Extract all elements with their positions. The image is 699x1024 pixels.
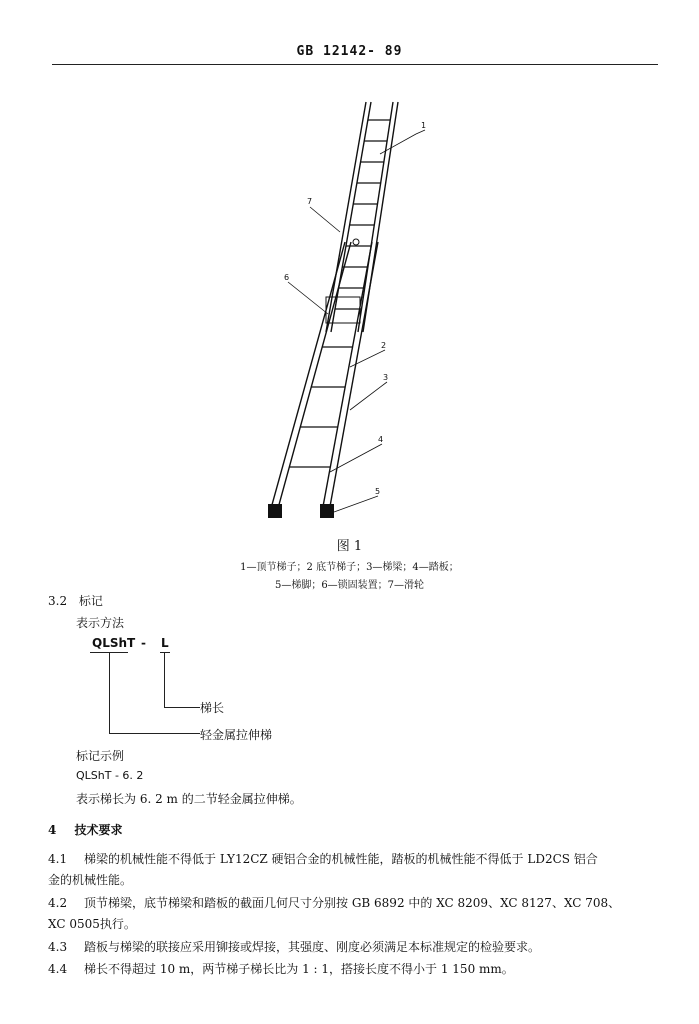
clause-text: 梯长不得超过 10 m，两节梯子梯长比为 1 : 1，搭接长度不得小于 1 150 mm。 — [84, 962, 514, 976]
figure-label-2: 2 — [381, 341, 387, 350]
designation-param: L — [161, 636, 169, 650]
product-label: 轻金属拉伸梯 — [200, 728, 273, 742]
method-label: 表示方法 — [76, 616, 125, 630]
clause-continuation: XC 0505执行。 — [48, 917, 136, 931]
ladder-foot-right — [320, 504, 334, 518]
clause-4-4 — [48, 959, 668, 980]
section-number: 4 — [48, 823, 57, 837]
section-4-heading — [48, 821, 123, 838]
section-title: 技术要求 — [74, 823, 123, 837]
bottom-rail-left — [270, 242, 345, 512]
clause-text: 顶节梯梁，底节梯梁和踏板的截面几何尺寸分别按 GB 6892 中的 XC 8209、XC 8127、XC 708、 — [84, 896, 621, 910]
clause-4-2 — [48, 893, 668, 935]
figure-title: 图 1 — [336, 539, 363, 554]
page-header: GB 12142- 89 — [296, 44, 403, 59]
code-leader-horizontal — [109, 733, 200, 734]
example-label: 标记示例 — [76, 749, 125, 763]
param-leader-vertical — [164, 653, 165, 707]
clause-text: 梯梁的机械性能不得低于 LY12CZ 硬铝合金的机械性能，踏板的机械性能不得低于 LD2CS 铝合 — [84, 852, 598, 866]
figure-label-3: 3 — [383, 373, 389, 382]
section-title: 标记 — [78, 594, 103, 608]
ladder-length-label: 梯长 — [200, 701, 225, 715]
example-description: 表示梯长为 6. 2 m 的二节轻金属拉伸梯。 — [76, 792, 302, 806]
clause-text: 踏板与梯梁的联接应采用铆接或焊接，其强度、刚度必须满足本标准规定的检验要求。 — [84, 940, 541, 954]
ladder-foot-left — [268, 504, 282, 518]
example-code: QLShT - 6. 2 — [76, 769, 144, 782]
section-number: 3.2 — [48, 594, 68, 608]
figure-label-5: 5 — [375, 487, 381, 496]
figure-label-6: 6 — [284, 273, 290, 282]
param-underline — [160, 652, 170, 653]
clause-number: 4.4 — [48, 962, 68, 976]
designation-code: QLShT — [92, 636, 136, 650]
figure-label-4: 4 — [378, 435, 384, 444]
clause-4-3 — [48, 937, 668, 958]
clause-continuation: 金的机械性能。 — [48, 873, 133, 887]
figure-label-7: 7 — [307, 197, 313, 206]
header-rule — [52, 64, 658, 65]
clause-number: 4.2 — [48, 896, 68, 910]
clause-4-1 — [48, 849, 668, 891]
clause-number: 4.3 — [48, 940, 68, 954]
figure-caption-line1: 1—顶节梯子；2 底节梯子；3—梯梁；4—踏板； — [240, 562, 459, 573]
designation-dash: - — [141, 636, 146, 650]
bottom-rail-right — [322, 242, 372, 512]
figure-label-1: 1 — [421, 121, 427, 130]
section-3-2-heading — [48, 592, 103, 609]
pulley — [353, 239, 359, 245]
top-rail-right — [358, 102, 393, 332]
figure-caption-line2: 5—梯脚；6—锁固装置；7—滑轮 — [274, 580, 425, 591]
code-leader-vertical — [109, 653, 110, 733]
clause-number: 4.1 — [48, 852, 68, 866]
param-leader-horizontal — [164, 707, 200, 708]
ladder-figure — [230, 92, 470, 532]
